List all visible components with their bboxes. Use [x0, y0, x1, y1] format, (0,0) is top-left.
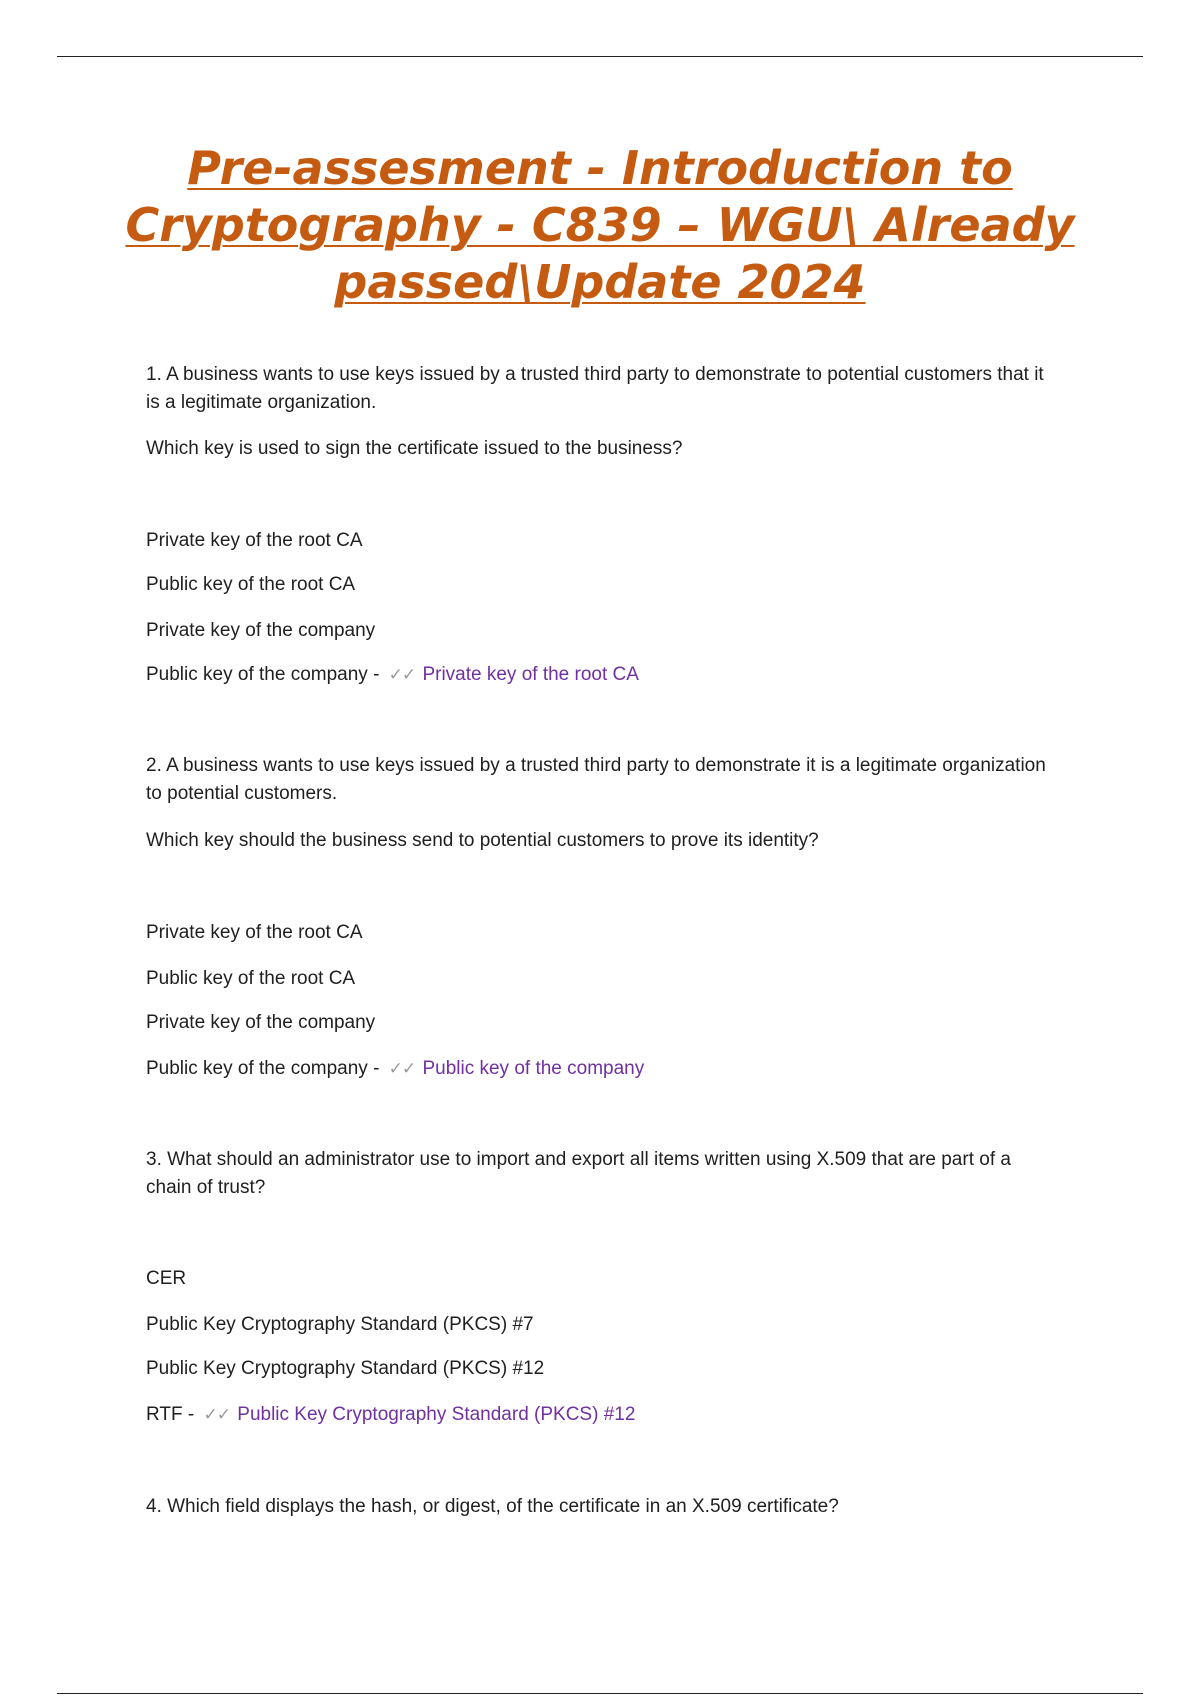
- question-1-option-4-row: [146, 661, 1056, 689]
- question-2-option-4-row: [146, 1055, 1056, 1083]
- question-3-option-1: CER: [146, 1268, 187, 1289]
- question-2-option-4: Public key of the company -: [146, 1058, 380, 1079]
- question-2-prompt: Which key should the business send to potential customers to prove its identity?: [146, 830, 819, 851]
- check-marks-icon: ✓✓: [388, 665, 416, 685]
- question-1-option-4: Public key of the company -: [146, 664, 380, 685]
- bottom-rule: [57, 1693, 1143, 1694]
- question-2-option-1: Private key of the root CA: [146, 922, 363, 943]
- question-1-stem: 1. A business wants to use keys issued by a trusted third party to demonstrate to potential customers that it is a legitimate organization.: [146, 364, 1044, 413]
- question-2-stem: 2. A business wants to use keys issued by a trusted third party to demonstrate it is a legitimate organization to potential customers.: [146, 755, 1046, 804]
- question-3-stem: 3. What should an administrator use to import and export all items written using X.509 that are part of a chain of trust?: [146, 1149, 1011, 1198]
- question-2-option-2: Public key of the root CA: [146, 968, 356, 989]
- question-3-answer: Public Key Cryptography Standard (PKCS) #12: [237, 1404, 636, 1425]
- question-2-answer: Public key of the company: [422, 1058, 645, 1079]
- check-marks-icon: ✓✓: [203, 1405, 230, 1425]
- top-rule: [57, 56, 1143, 57]
- question-1-answer: Private key of the root CA: [422, 664, 639, 685]
- document-title: Pre-assesment - Introduction to Cryptography - C839 – WGU\ Already passed\Update 2024: [125, 141, 1075, 309]
- question-3-option-3: Public Key Cryptography Standard (PKCS) #12: [146, 1358, 545, 1379]
- question-3-option-4: RTF -: [146, 1404, 195, 1425]
- question-2-option-3: Private key of the company: [146, 1012, 376, 1033]
- question-3-option-4-row: [146, 1401, 1056, 1429]
- question-1-prompt: Which key is used to sign the certificate issued to the business?: [146, 438, 683, 459]
- question-3-option-2: Public Key Cryptography Standard (PKCS) #7: [146, 1314, 534, 1335]
- question-1-option-1: Private key of the root CA: [146, 530, 363, 551]
- question-4-stem: 4. Which field displays the hash, or digest, of the certificate in an X.509 certificate?: [146, 1496, 839, 1517]
- question-1-option-2: Public key of the root CA: [146, 574, 356, 595]
- check-marks-icon: ✓✓: [388, 1059, 416, 1079]
- question-1-option-3: Private key of the company: [146, 620, 376, 641]
